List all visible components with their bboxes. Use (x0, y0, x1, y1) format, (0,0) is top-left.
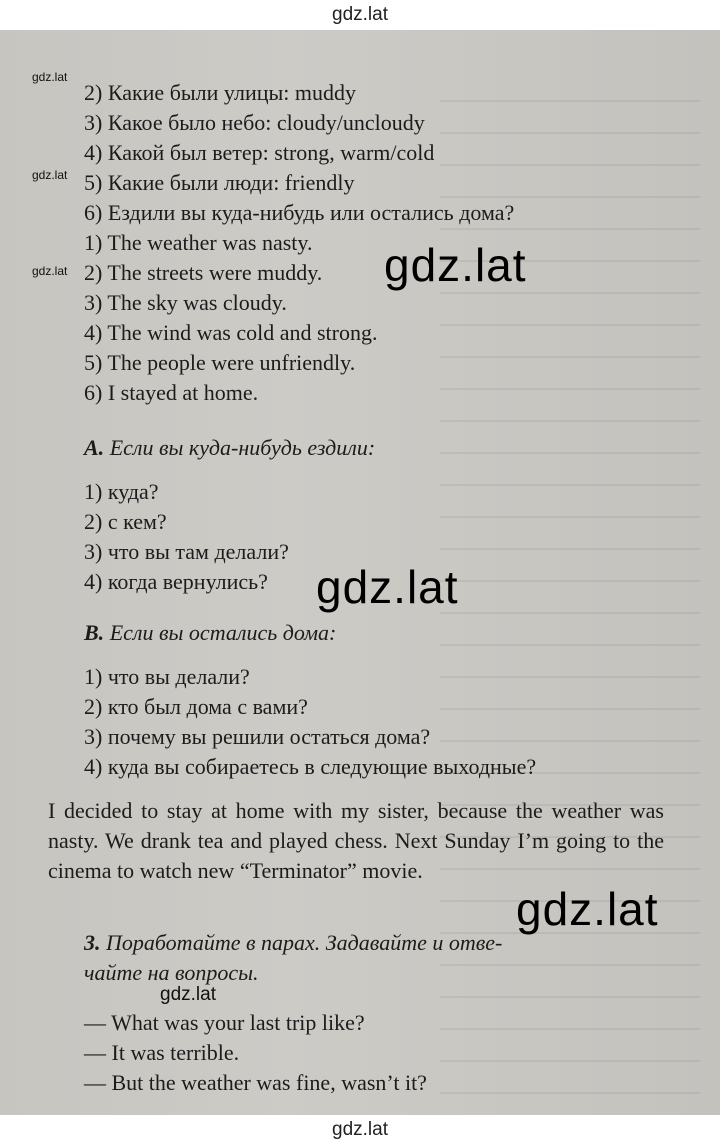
section-b-item: 2) кто был дома с вами? (84, 694, 308, 719)
exercise-3-line-1 (84, 928, 502, 958)
watermark-small: gdz.lat (32, 168, 68, 182)
scanned-page (0, 30, 720, 1115)
exercise-3-number: 3. (84, 930, 101, 955)
section-a-item: 3) что вы там делали? (84, 539, 289, 564)
answer-paragraph: I decided to stay at home with my sister, because the weather was nasty. We drank tea and played chess. Next Sunday I’m going to the cinema to watch new “Terminator” movie. (48, 798, 664, 883)
watermark-small: gdz.lat (32, 264, 68, 278)
section-a-label: A. (84, 435, 105, 460)
section-a-item: 1) куда? (84, 479, 159, 504)
question-4: 4) Какой был ветер: strong, warm/cold (84, 140, 435, 165)
watermark-footer: gdz.lat (0, 1115, 720, 1145)
section-b-item: 1) что вы делали? (84, 664, 250, 689)
answer-5: 5) The people were unfriendly. (84, 350, 356, 375)
section-b-item: 4) куда вы собираетесь в следующие выходные? (84, 754, 537, 779)
answer-1: 1) The weather was nasty. (84, 230, 313, 255)
question-2: 2) Какие были улицы: muddy (84, 80, 356, 105)
section-b-heading (84, 618, 336, 648)
exercise-3-instruction: Поработайте в парах. Задавайте и отве- (106, 930, 503, 955)
section-b-text: Если вы остались дома: (109, 620, 337, 645)
watermark-large: gdz.lat (516, 883, 659, 935)
dialogue-line: — It was terrible. (84, 1040, 240, 1065)
section-a-item: 2) с кем? (84, 509, 167, 534)
watermark-header: gdz.lat (0, 0, 720, 30)
dialogue-line: — But the weather was fine, wasn’t it? (84, 1070, 427, 1095)
dialogue-line: — What was your last trip like? (84, 1010, 365, 1035)
section-b-label: B. (84, 620, 105, 645)
watermark-large: gdz.lat (384, 239, 527, 291)
section-a-item: 4) когда вернулись? (84, 569, 268, 594)
watermark-medium: gdz.lat (160, 984, 216, 1005)
question-3: 3) Какое было небо: cloudy/uncloudy (84, 110, 425, 135)
watermark-large: gdz.lat (316, 561, 459, 613)
answer-4: 4) The wind was cold and strong. (84, 320, 378, 345)
answer-6: 6) I stayed at home. (84, 380, 259, 405)
section-a-heading (84, 433, 375, 463)
watermark-small: gdz.lat (32, 70, 68, 84)
answer-2: 2) The streets were muddy. (84, 260, 323, 285)
section-a-text: Если вы куда-нибудь ездили: (109, 435, 376, 460)
question-5: 5) Какие были люди: friendly (84, 170, 355, 195)
section-b-item: 3) почему вы решили остаться дома? (84, 724, 431, 749)
answer-3: 3) The sky was cloudy. (84, 290, 287, 315)
question-6: 6) Ездили вы куда-нибудь или остались дома? (84, 200, 515, 225)
exercise-3-line-2: чайте на вопросы. (84, 960, 259, 985)
